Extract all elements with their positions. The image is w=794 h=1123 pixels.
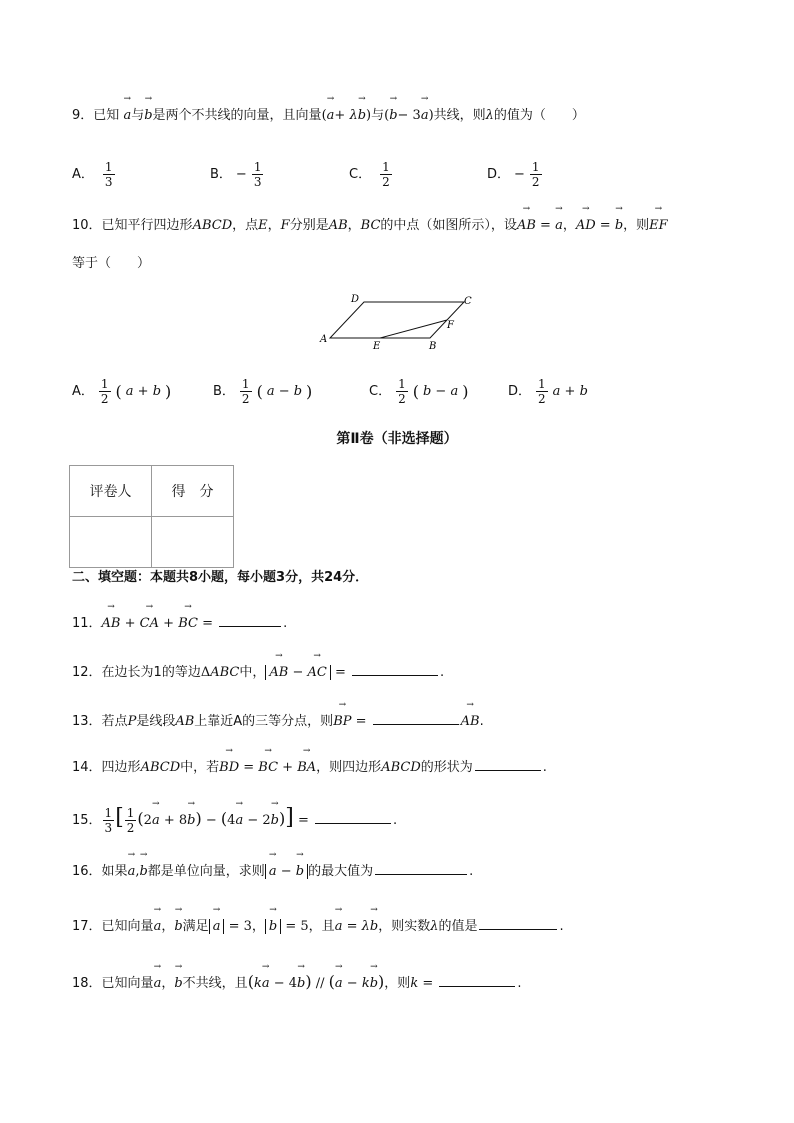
answer-blank-16[interactable]: [375, 862, 467, 875]
label-c: C: [464, 296, 472, 307]
question-12: 12．在边长为1的等边ΔABC中，→ AB − → AC = .: [72, 663, 444, 683]
question-16: 16．如果→ a,→ b都是单位向量，求则→ a − → b 的最大值为 .: [72, 862, 473, 882]
question-13: 13．若点P是线段AB上靠近A的三等分点，则→ BP = → AB.: [72, 712, 484, 732]
q10-option-b[interactable]: B． $\frac{1}{2}$ ( a − b ): [213, 377, 313, 406]
score-table: [69, 465, 234, 568]
question-17: 17．已知向量→ a，→ b满足→ a = 3，→ b = 5，且→ a = λ→ b，则实数λ的值是 .: [72, 917, 564, 937]
fill-in-header: 二、填空题：本题共8小题，每小题3分，共24分．: [72, 570, 369, 585]
label-a: A: [320, 334, 328, 345]
label-f: F: [447, 320, 454, 331]
q9-option-a[interactable]: A． $\frac{1}{3}$: [72, 160, 113, 189]
label-b: B: [429, 341, 437, 350]
q9-option-b[interactable]: B． − $\frac{1}{3}$: [210, 160, 262, 189]
score-table-grader-cell[interactable]: [70, 517, 152, 568]
question-11: 11．→ AB + → CA + → BC = .: [72, 614, 287, 634]
answer-blank-17[interactable]: [479, 917, 557, 930]
answer-blank-18[interactable]: [439, 974, 515, 987]
section-2-title: 第Ⅱ卷（非选择题）: [336, 431, 458, 447]
score-table-score-cell[interactable]: [152, 517, 234, 568]
q10-option-d[interactable]: D． $\frac{1}{2}$ a + b: [508, 377, 588, 406]
question-9: 9．已知 → a与→ b是两个不共线的向量，且向量(→ a+ λ→ b)与(→ b− 3→ a)共线，则λ的值为（ ）: [72, 106, 585, 126]
question-10-line2: 等于（ ）: [72, 256, 151, 271]
question-10: 10．已知平行四边形ABCD，点E，F分别是AB，BC的中点（如图所示），设→ AB = → a，→ AD = → b，则→ EF: [72, 216, 668, 236]
answer-blank-13[interactable]: [373, 712, 459, 725]
answer-blank-15[interactable]: [315, 811, 391, 824]
q9-option-d[interactable]: D． − $\frac{1}{2}$: [487, 160, 540, 189]
question-14: 14．四边形ABCD中，若→ BD = → BC + → BA，则四边形ABCD的形状为 .: [72, 758, 547, 778]
q10-option-a[interactable]: A． $\frac{1}{2}$ ( a + b ): [72, 377, 172, 406]
parallelogram-figure: [316, 294, 476, 350]
question-18: 18．已知向量→ a，→ b不共线，且(k→ a − 4→ b) // (→ a − k→ b)，则k = .: [72, 972, 522, 994]
parallelogram-outline: [330, 302, 464, 338]
score-table-grader-header: 评卷人: [70, 466, 152, 517]
q9-option-c[interactable]: C． $\frac{1}{2}$: [349, 160, 390, 189]
score-table-score-header: 得 分: [152, 466, 234, 517]
label-e: E: [373, 341, 381, 350]
answer-blank-11[interactable]: [219, 614, 281, 627]
segment-ef: [380, 320, 447, 338]
answer-blank-12[interactable]: [352, 663, 438, 676]
label-d: D: [351, 294, 360, 305]
question-15: 15． $\frac{1}{3}$ [ $\frac{1}{2}$ (2→ a + 8→ b) − (4→ a − 2→ b)] = .: [72, 806, 397, 835]
answer-blank-14[interactable]: [475, 758, 541, 771]
q10-option-c[interactable]: C． $\frac{1}{2}$ ( b − a ): [369, 377, 469, 406]
